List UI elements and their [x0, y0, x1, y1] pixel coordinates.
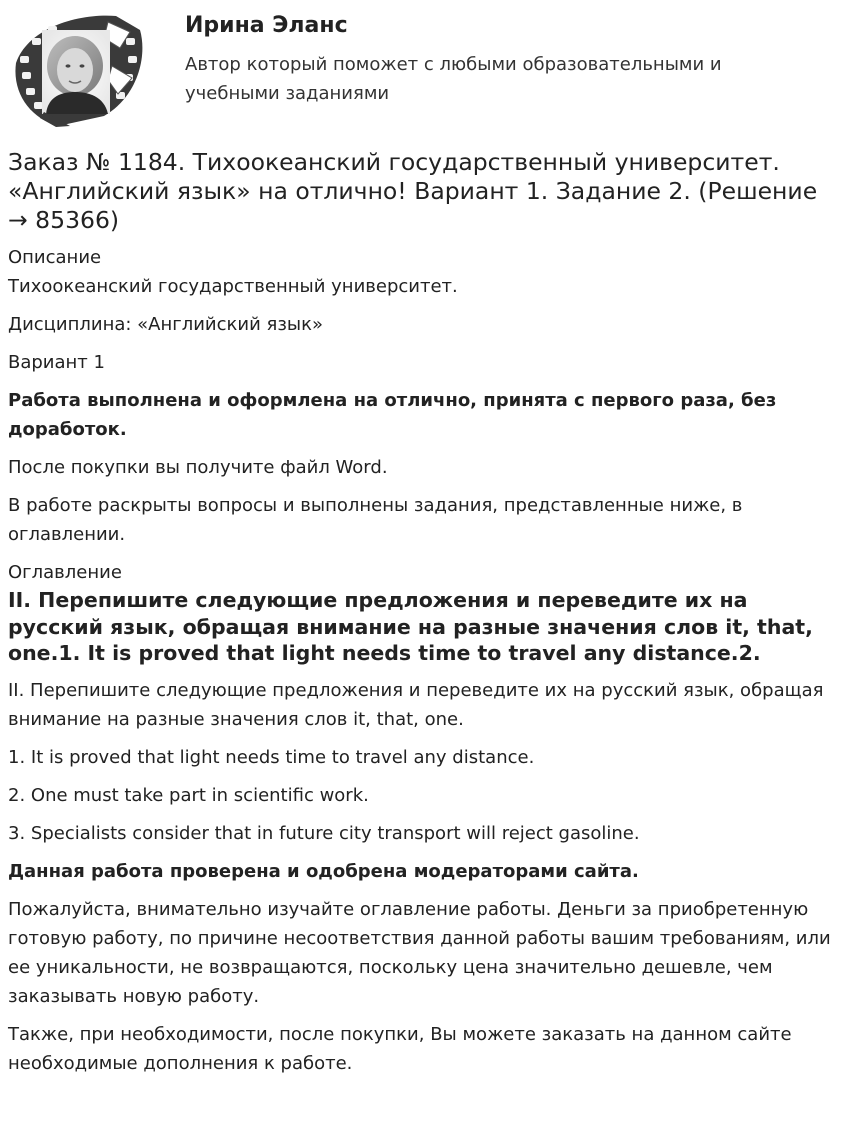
toc-item: 3. Specialists consider that in future city transport will reject gasoline.	[8, 822, 640, 844]
order-content	[8, 148, 840, 1087]
description-label: Описание	[8, 247, 102, 268]
extras-note: Также, при необходимости, после покупки, Вы можете заказать на данном сайте необходимые дополнения к работе.	[8, 1023, 792, 1074]
toc-task: II. Перепишите следующие предложения и переведите их на русский язык, обращая внимание на разные значения слов it, that, one.	[8, 679, 824, 730]
description-quality: Работа выполнена и оформлена на отлично, принята с первого раза, без доработок.	[8, 390, 777, 440]
description-university: Тихоокеанский государственный университет.	[8, 276, 458, 297]
description-discipline: Дисциплина: «Английский язык»	[8, 314, 323, 335]
order-title: Заказ № 1184. Тихоокеанский государственный университет. «Английский язык» на отлично! Вариант 1. Задание 2. (Решение → 85366)	[8, 148, 818, 234]
toc-label: Оглавление	[8, 562, 122, 583]
description-variant: Вариант 1	[8, 352, 105, 373]
description-file-note: После покупки вы получите файл Word.	[8, 457, 388, 478]
toc-item: 2. One must take part in scientific work.	[8, 784, 369, 806]
film-strip-avatar-image	[8, 8, 150, 128]
author-name[interactable]: Ирина Эланс	[185, 13, 348, 38]
description-content-note: В работе раскрыты вопросы и выполнены задания, представленные ниже, в оглавлении.	[8, 495, 743, 545]
toc-item: 1. It is proved that light needs time to travel any distance.	[8, 746, 535, 768]
toc-heading: II. Перепишите следующие предложения и переведите их на русский язык, обращая внимание на разные значения слов it, that, one.1. It is proved that light needs time to travel any distance.2.	[8, 588, 813, 665]
author-description: Автор который поможет с любыми образовательными и учебными заданиями	[185, 54, 722, 104]
approved-note: Данная работа проверена и одобрена модераторами сайта.	[8, 860, 639, 882]
author-avatar[interactable]	[8, 8, 150, 128]
refund-warning: Пожалуйста, внимательно изучайте оглавление работы. Деньги за приобретенную готовую работу, по причине несоответствия данной работы вашим требованиям, или ее уникальности, не возвращаются, поскольку цена значительно дешевле, чем заказывать новую работу.	[8, 898, 831, 1007]
author-header	[0, 0, 847, 140]
